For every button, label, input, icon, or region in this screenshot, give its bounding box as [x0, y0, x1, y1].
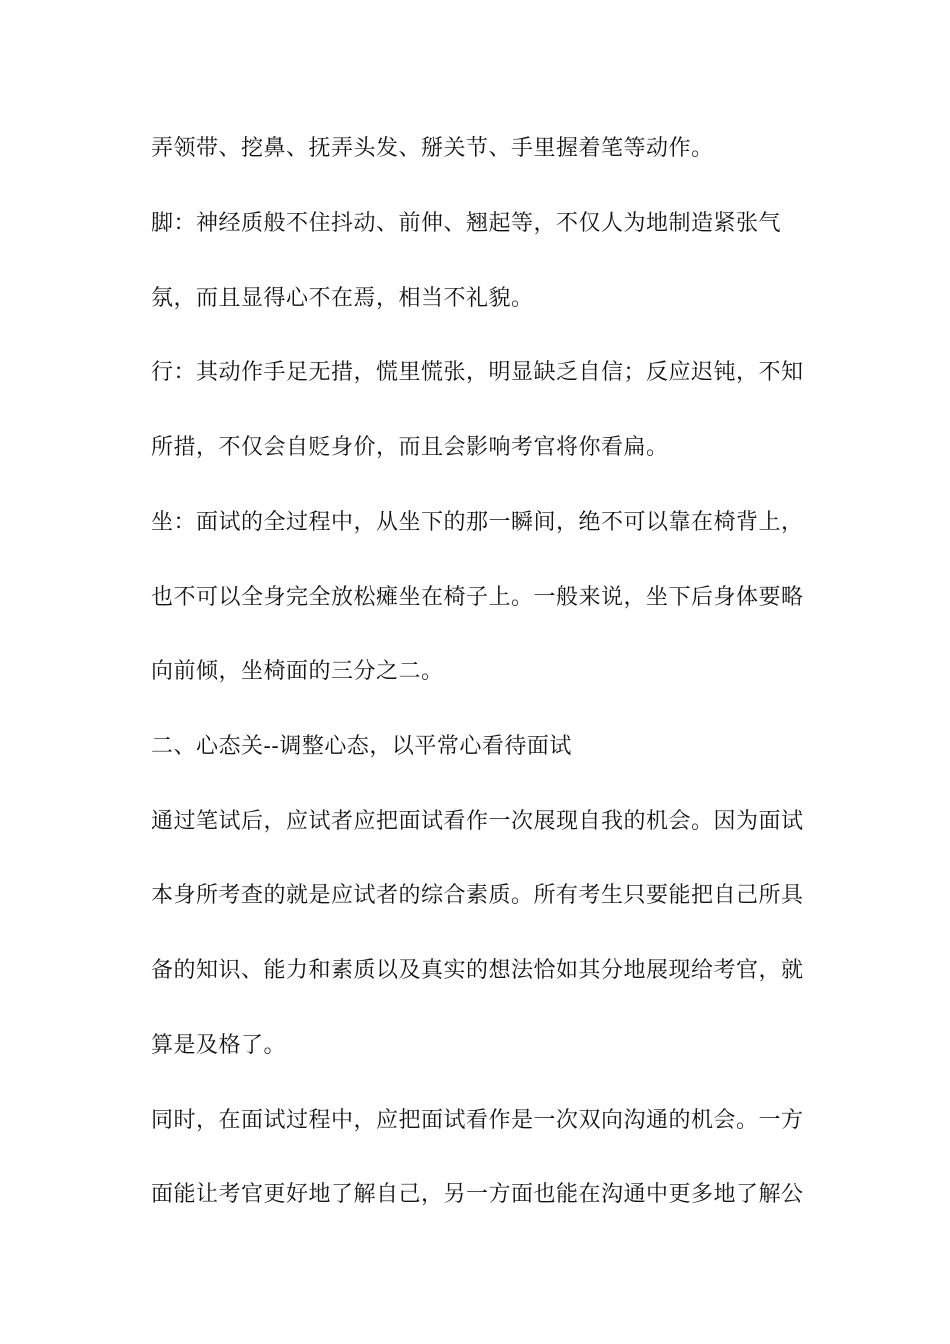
text-line: 也不可以全身完全放松瘫坐在椅子上。一般来说，坐下后身体要略 — [151, 585, 804, 610]
section-heading: 二、心态关--调整心态，以平常心看待面试 — [151, 734, 572, 759]
text-line: 弄领带、挖鼻、抚弄头发、掰关节、手里握着笔等动作。 — [151, 136, 714, 161]
text-line: 向前倾，坐椅面的三分之二。 — [151, 659, 444, 684]
text-line: 所措，不仅会自贬身价，而且会影响考官将你看扁。 — [151, 435, 669, 460]
text-line: 脚：神经质般不住抖动、前伸、翘起等，不仅人为地制造紧张气 — [151, 211, 782, 236]
text-line: 行：其动作手足无措，慌里慌张，明显缺乏自信；反应迟钝，不知 — [151, 360, 804, 385]
text-line: 坐：面试的全过程中，从坐下的那一瞬间，绝不可以靠在椅背上， — [151, 510, 804, 535]
text-line: 本身所考查的就是应试者的综合素质。所有考生只要能把自己所具 — [151, 883, 804, 908]
text-line: 面能让考官更好地了解自己，另一方面也能在沟通中更多地了解公 — [151, 1182, 804, 1207]
text-line: 同时，在面试过程中，应把面试看作是一次双向沟通的机会。一方 — [151, 1108, 804, 1133]
text-line: 通过笔试后，应试者应把面试看作一次展现自我的机会。因为面试 — [151, 809, 804, 834]
text-line: 氛，而且显得心不在焉，相当不礼貌。 — [151, 286, 534, 311]
text-line: 备的知识、能力和素质以及真实的想法恰如其分地展现给考官，就 — [151, 958, 804, 983]
text-line: 算是及格了。 — [151, 1033, 287, 1058]
